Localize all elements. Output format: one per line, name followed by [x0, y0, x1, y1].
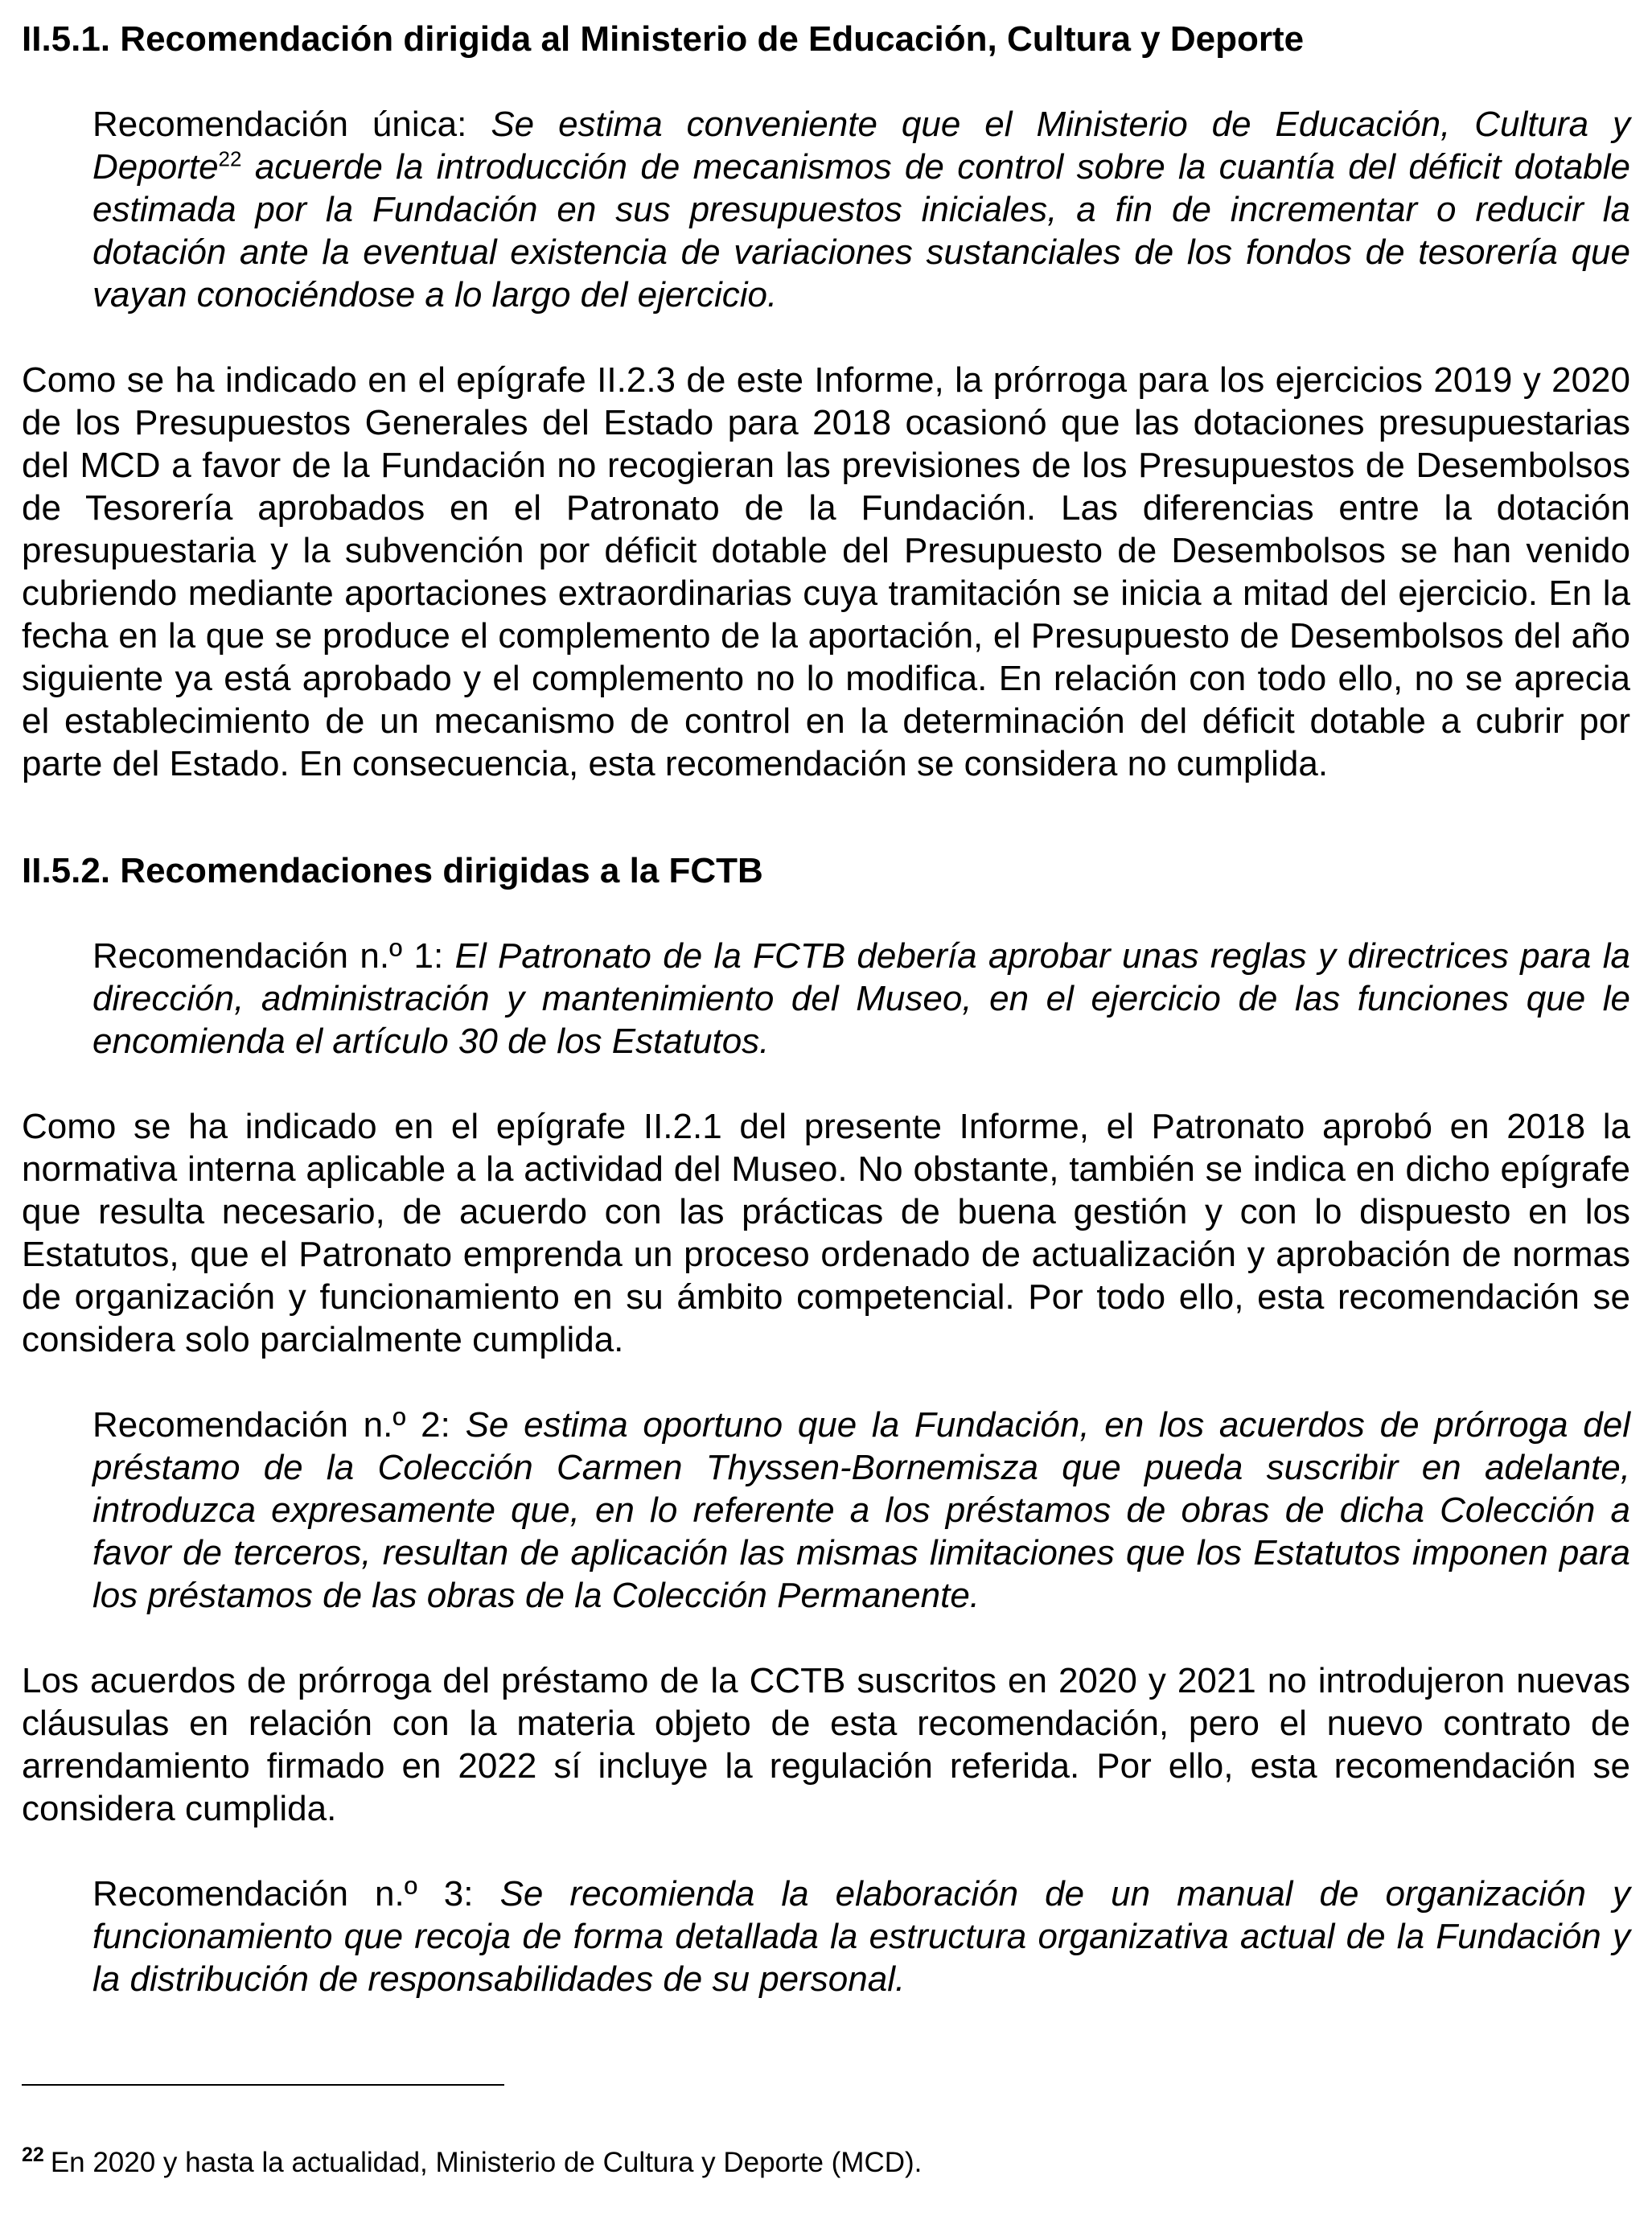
footnote-number: 22: [22, 2144, 44, 2167]
recommendation-text: El Patronato de la FCTB debería aprobar unas reglas y directrices para la dirección, administración y mantenimiento del Museo, en el ejercicio de las funciones que le encomienda el artículo 30 de los Estatutos.: [92, 936, 1630, 1061]
paragraph-compliance-1: Como se ha indicado en el epígrafe II.2.1 del presente Informe, el Patronato aprobó en 2018 la normativa interna aplicable a la actividad del Museo. No obstante, también se indica en dicho epígrafe que resulta necesario, de acuerdo con las prácticas de buena gestión y con lo dispuesto en los Estatutos, que el Patronato emprenda un proceso ordenado de actualización y aprobación de normas de organización y funcionamiento en su ámbito competencial. Por todo ello, esta recomendación se considera solo parcialmente cumplida.: [22, 1107, 1630, 1359]
section-heading-ii-5-2: II.5.2. Recomendaciones dirigidas a la FCTB: [22, 851, 763, 890]
recommendation-label: Recomendación n.º 2:: [92, 1405, 450, 1445]
recommendation-label: Recomendación n.º 1:: [92, 936, 444, 976]
document-page: [22, 18, 1630, 2000]
paragraph-compliance-unica: Como se ha indicado en el epígrafe II.2.3 de este Informe, la prórroga para los ejercicios 2019 y 2020 de los Presupuestos Generales del Estado para 2018 ocasionó que las dotaciones presupuestarias del MCD a favor de la Fundación no recogieran las previsiones de los Presupuestos de Desembolsos de Tesorería aprobados en el Patronato de la Fundación. Las diferencias entre la dotación presupuestaria y la subvención por déficit dotable del Presupuesto de Desembolsos se han venido cubriendo mediante aportaciones extraordinarias cuya tramitación se inicia a mitad del ejercicio. En la fecha en la que se produce el complemento de la aportación, el Presupuesto de Desembolsos del año siguiente ya está aprobado y el complemento no lo modifica. En relación con todo ello, no se aprecia el establecimiento de un mecanismo de control en la determinación del déficit dotable a cubrir por parte del Estado. En consecuencia, esta recomendación se considera no cumplida.: [22, 360, 1630, 783]
recommendation-unica: [92, 103, 1630, 316]
footnote-separator: [22, 2084, 504, 2086]
recommendation-label: Recomendación única:: [92, 105, 467, 144]
footnote-22: [22, 2145, 922, 2181]
recommendation-text-part-a: Se estima conveniente que el Ministerio de Educación, Cultura y Deporte: [92, 105, 1631, 187]
recommendation-label: Recomendación n.º 3:: [92, 1874, 474, 1914]
recommendation-1: [92, 935, 1630, 1063]
footnote-text: En 2020 y hasta la actualidad, Ministerio de Cultura y Deporte (MCD).: [50, 2147, 923, 2178]
recommendation-text: Se recomienda la elaboración de un manual de organización y funcionamiento que recoja de forma detallada la estructura organizativa actual de la Fundación y la distribución de responsabilidades de su personal.: [92, 1874, 1630, 1999]
section-heading-ii-5-1: II.5.1. Recomendación dirigida al Ministerio de Educación, Cultura y Deporte: [22, 19, 1305, 59]
recommendation-text: Se estima oportuno que la Fundación, en los acuerdos de prórroga del préstamo de la Colección Carmen Thyssen-Bornemisza que pueda suscribir en adelante, introduzca expresamente que, en lo referente a los préstamos de obras de dicha Colección a favor de terceros, resultan de aplicación las mismas limitaciones que los Estatutos imponen para los préstamos de las obras de la Colección Permanente.: [92, 1405, 1630, 1615]
recommendation-text-part-b: acuerde la introducción de mecanismos de control sobre la cuantía del déficit dotable estimada por la Fundación en sus presupuestos iniciales, a fin de incrementar o reducir la dotación ante la eventual existencia de variaciones sustanciales de los fondos de tesorería que vayan conociéndose a lo largo del ejercicio.: [92, 147, 1630, 314]
paragraph-compliance-2: Los acuerdos de prórroga del préstamo de la CCTB suscritos en 2020 y 2021 no introdujeron nuevas cláusulas en relación con la materia objeto de esta recomendación, pero el nuevo contrato de arrendamiento firmado en 2022 sí incluye la regulación referida. Por ello, esta recomendación se considera cumplida.: [22, 1661, 1630, 1828]
recommendation-2: [92, 1404, 1630, 1617]
recommendation-3: [92, 1873, 1630, 2000]
footnote-reference[interactable]: 22: [218, 146, 242, 171]
